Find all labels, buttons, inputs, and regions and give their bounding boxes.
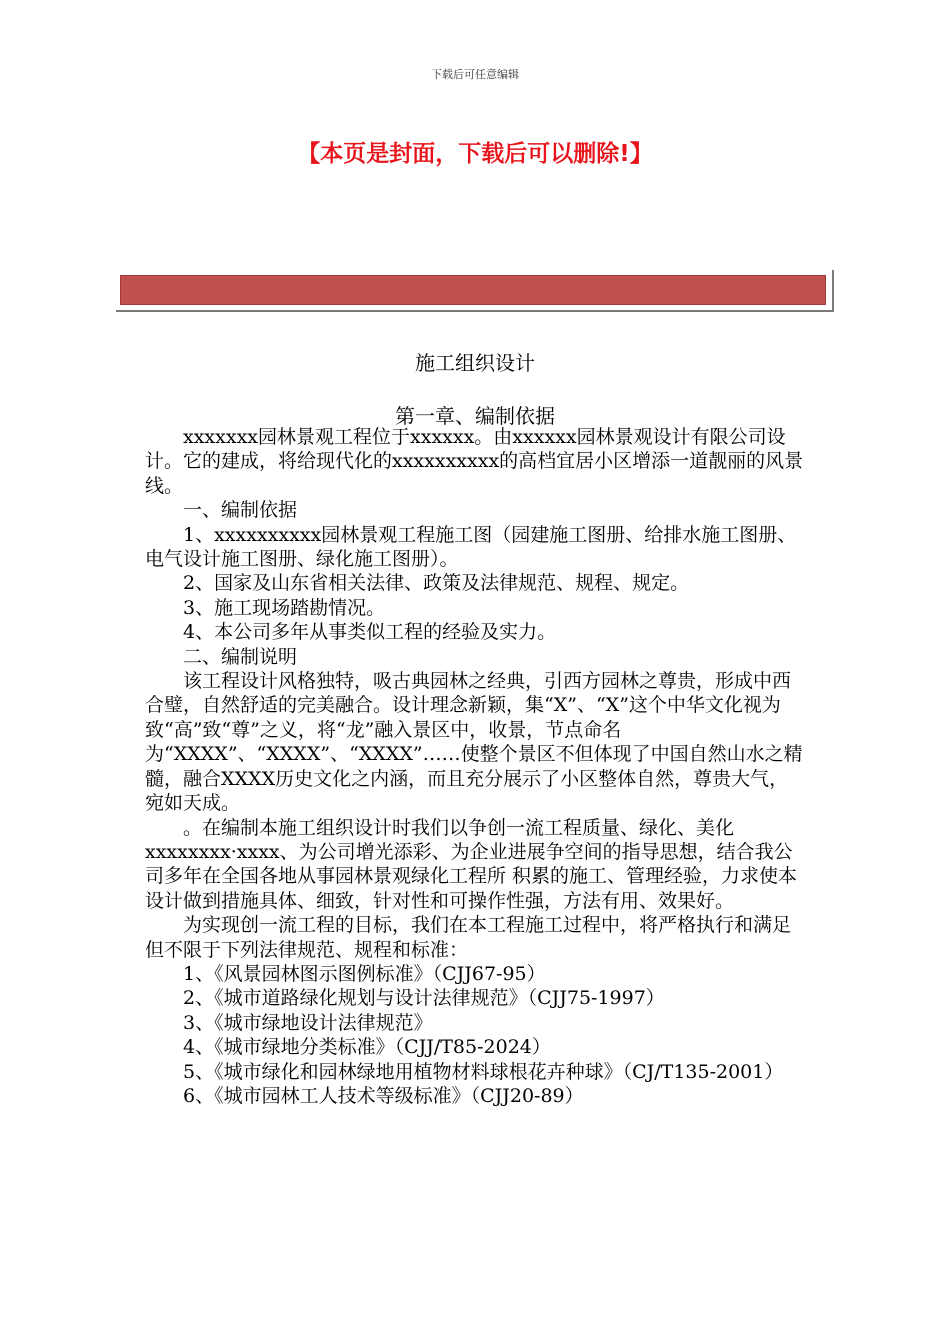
document-title: 施工组织设计 (415, 351, 535, 375)
basis-item-3: 3、施工现场踏勘情况。 (183, 596, 386, 619)
section-heading-basis: 一、编制依据 (183, 499, 298, 522)
design-style-paragraph: 该工程设计风格独特，吸古典园林之经典，引西方园林之尊贵，形成中西合璧，自然舒适的完美融合。设计理念新颖，集“X”、“X”这个中华文化视为致“高”致“尊”之义，将“龙”融入景区中，收景，节点命名为“XXXX”、“XXXX”、“XXXX”……使整个景区不但体现了中国自然山水之精髓，融合XXXX历史文化之内涵，而且充分展示了小区整体自然，尊贵大气，宛如天成。 (145, 670, 803, 815)
banner-bar (120, 275, 826, 305)
section-heading-explanation: 二、编制说明 (183, 645, 298, 668)
intro-paragraph: xxxxxxx园林景观工程位于xxxxxx。由xxxxxx园林景观设计有限公司设计。它的建成，将给现代化的xxxxxxxxxx的高档宜居小区增添一道靓丽的风景线。 (145, 426, 804, 497)
guiding-idea-paragraph: 。在编制本施工组织设计时我们以争创一流工程质量、绿化、美化xxxxxxxx·xxxx、为公司增光添彩、为企业进展争空间的指导思想，结合我公司多年在全国各地从事园林景观绿化工程所 积累的施工、管理经验，力求使本设计做到措施具体、细致，针对性和可操作性强，方法有用、效果好。 (145, 816, 798, 912)
standard-item-4: 4、《城市绿地分类标准》（CJJ/T85-2024） (183, 1036, 551, 1059)
standard-item-6: 6、《城市园林工人技术等级标准》（CJJ20-89） (183, 1084, 584, 1107)
standard-item-5: 5、《城市绿化和园林绿地用植物材料球根花卉种球》（CJ/T135-2001） (183, 1060, 784, 1083)
standard-item-3: 3、《城市绿地设计法律规范》 (183, 1011, 433, 1034)
standards-intro-paragraph: 为实现创一流工程的目标，我们在本工程施工过程中，将严格执行和满足但不限于下列法律规范、规程和标准： (145, 914, 792, 961)
basis-item-2: 2、国家及山东省相关法律、政策及法律规范、规程、规定。 (183, 572, 690, 595)
basis-item-1: 1、xxxxxxxxxx园林景观工程施工图（园建施工图册、给排水施工图册、电气设计施工图册、绿化施工图册）。 (145, 523, 797, 571)
basis-item-4: 4、本公司多年从事类似工程的经验及实力。 (183, 621, 557, 644)
decorative-banner (116, 270, 834, 312)
document-body (145, 425, 807, 1108)
page-header-note: 下载后可任意编辑 (431, 68, 519, 81)
standard-item-1: 1、《风景园林图示图例标准》（CJJ67-95） (183, 962, 546, 985)
standard-item-2: 2、《城市道路绿化规划与设计法律规范》（CJJ75-1997） (183, 987, 665, 1010)
cover-notice: 【本页是封面，下载后可以删除!】 (297, 141, 653, 167)
chapter-title: 第一章、编制依据 (395, 404, 555, 428)
